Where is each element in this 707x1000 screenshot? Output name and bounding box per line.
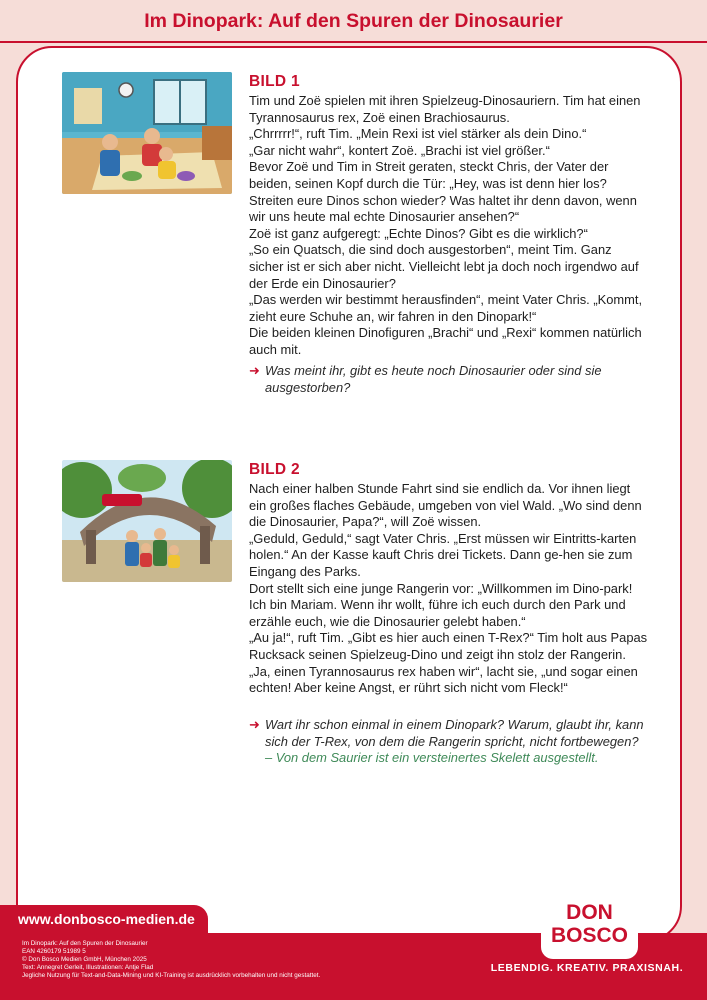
dinopark-entrance-illustration	[62, 460, 232, 582]
website-link[interactable]: www.donbosco-medien.de	[0, 905, 208, 933]
title-divider	[0, 41, 707, 43]
section-heading-bild-2: BILD 2	[249, 461, 300, 478]
don-bosco-logo	[541, 888, 638, 959]
paragraph: „Chrrrrr!“, ruft Tim. „Mein Rexi ist viel stärker als dein Dino.“	[249, 126, 587, 142]
question-bild-2	[249, 717, 649, 767]
arrow-right-icon: ➜	[249, 363, 260, 378]
section-1-text	[249, 93, 649, 359]
children-room-illustration	[62, 72, 232, 194]
page-title: Im Dinopark: Auf den Spuren der Dinosaurier	[144, 10, 563, 32]
question-text: Wart ihr schon einmal in einem Dinopark? Warum, glaubt ihr, kann sich der T-Rex, von dem die Rangerin spricht, nicht fortbewegen?	[265, 717, 644, 749]
paragraph: „Das werden wir bestimmt herausfinden“, meint Vater Chris. „Kommt, zieht eure Schuhe an, wir fahren in den Dinopark!“	[249, 292, 643, 324]
imprint-line: Text: Annegret Gerleit, Illustrationen: Antje Flad	[22, 963, 154, 971]
section-2-text	[249, 481, 649, 697]
imprint-line: Jegliche Nutzung für Text-and-Data-Mining und KI-Training ist ausdrücklich vorbehalten und nicht gestattet.	[22, 971, 321, 979]
imprint-line: EAN 4260179 51989 5	[22, 947, 86, 955]
question-text: Was meint ihr, gibt es heute noch Dinosaurier oder sind sie ausgestorben?	[265, 363, 602, 395]
answer-text: – Von dem Saurier ist ein versteinertes Skelett ausgestellt.	[265, 750, 599, 766]
imprint-line: © Don Bosco Medien GmbH, München 2025	[22, 955, 147, 963]
question-bild-1	[249, 363, 649, 396]
paragraph: Tim und Zoë spielen mit ihren Spielzeug-Dinosauriern. Tim hat einen Tyrannosaurus rex, Zoë einen Brachiosaurus.	[249, 93, 641, 125]
paragraph: „Geduld, Geduld,“ sagt Vater Chris. „Erst müssen wir Eintritts-karten holen.“ An der Kasse kauft Chris drei Tickets. Dann ge-hen sie zum Eingang des Parks.	[249, 530, 637, 579]
paragraph: „Au ja!“, ruft Tim. „Gibt es hier auch einen T-Rex?“ Tim holt aus Papas Rucksack seinen Spielzeug-Dino und zeigt ihn stolz der Rangerin. „Ja, einen Tyrannosaurus rex haben wir“, lacht sie, „und sogar einen echten! Aber keine Angst, er rührt sich nicht vom Fleck!“	[249, 630, 648, 696]
paragraph: Dort stellt sich eine junge Rangerin vor: „Willkommen im Dino-park! Ich bin Mariam. Wenn ihr wollt, führe ich euch durch den Park und erzähle euch, wie die Dinosaurier gelebt haben.“	[249, 580, 633, 629]
paragraph: Nach einer halben Stunde Fahrt sind sie endlich da. Vor ihnen liegt ein großes flaches Gebäude, umgeben von viel Wald. „Wo sind denn die Dinosaurier, Papa?“, will Zoë wissen.	[249, 481, 642, 530]
footer-imprint	[22, 940, 442, 980]
imprint-line: Im Dinopark: Auf den Spuren der Dinosaurier	[22, 940, 148, 947]
paragraph: Zoë ist ganz aufgeregt: „Echte Dinos? Gibt es die wirklich?“	[249, 225, 588, 241]
paragraph: „Gar nicht wahr“, kontert Zoë. „Brachi ist viel größer.“	[249, 142, 550, 158]
logo-line-1: DON	[566, 900, 613, 924]
paragraph: „So ein Quatsch, die sind doch ausgestorben“, meint Tim. Ganz sicher ist er sich aber nicht. Vielleicht lebt ja doch noch irgendwo auf der Erde ein Dinosaurier?	[249, 242, 639, 291]
brand-tagline: LEBENDIG. KREATIV. PRAXISNAH.	[490, 962, 684, 974]
section-heading-bild-1: BILD 1	[249, 73, 300, 90]
logo-line-2: BOSCO	[550, 923, 628, 947]
arrow-right-icon: ➜	[249, 717, 260, 732]
paragraph: Bevor Zoë und Tim in Streit geraten, steckt Chris, der Vater der beiden, seinen Kopf durch die Tür: „Hey, was ist denn hier los? Streiten eure Dinos schon wieder? Was haltet ihr denn davon, wenn wir uns heute mal echte Dinosaurier ansehen?“	[249, 159, 637, 225]
paragraph: Die beiden kleinen Dinofiguren „Brachi“ und „Rexi“ kommen natürlich auch mit.	[249, 325, 642, 357]
